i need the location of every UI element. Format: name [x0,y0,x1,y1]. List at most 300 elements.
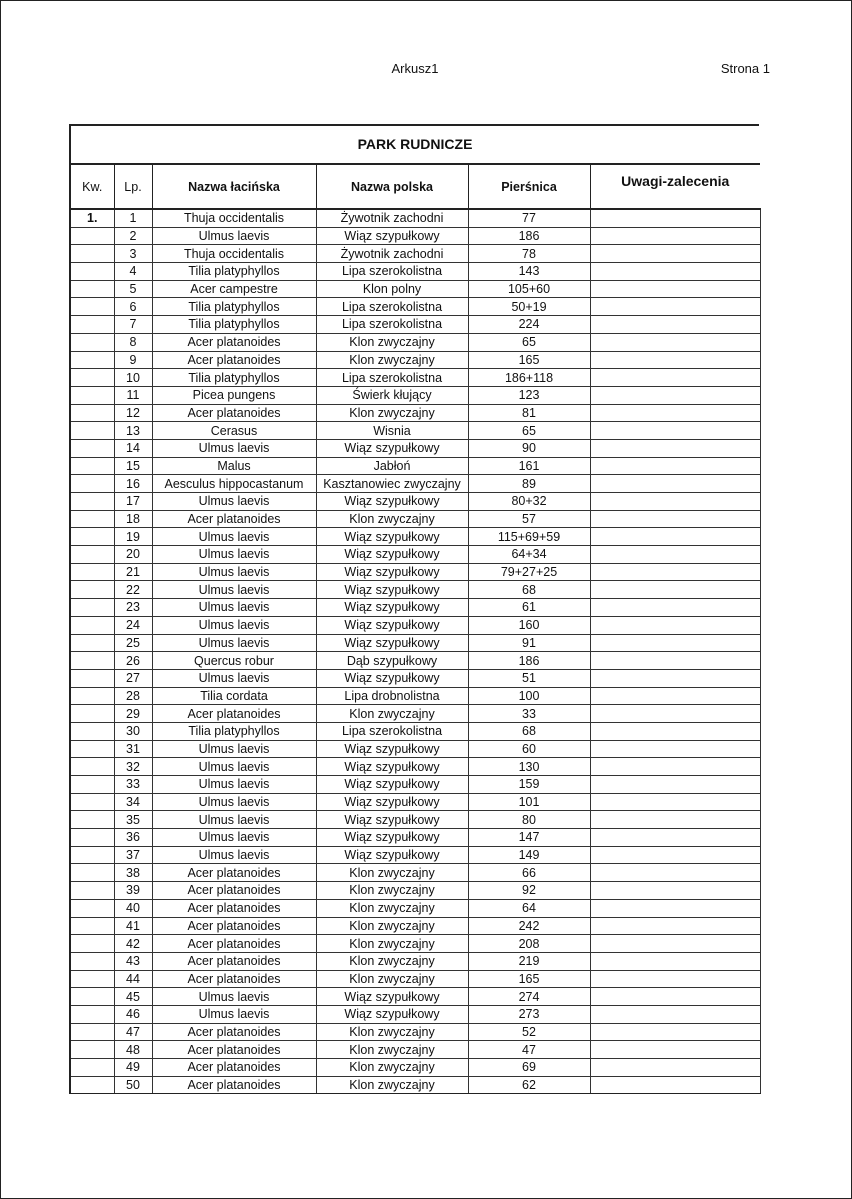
cell-kw [70,493,114,511]
table-row [70,263,760,281]
cell-kw [70,811,114,829]
table-row [70,563,760,581]
cell-latin-name: Tilia platyphyllos [152,722,316,740]
cell-latin-name: Ulmus laevis [152,1005,316,1023]
cell-latin-name: Acer platanoides [152,952,316,970]
cell-latin-name: Ulmus laevis [152,829,316,847]
cell-kw [70,528,114,546]
cell-remarks [590,209,760,227]
cell-diameter: 273 [468,1005,590,1023]
cell-latin-name: Acer platanoides [152,917,316,935]
table-row [70,970,760,988]
cell-latin-name: Thuja occidentalis [152,209,316,227]
table-row [70,546,760,564]
cell-lp: 3 [114,245,152,263]
cell-lp: 30 [114,722,152,740]
table-title: PARK RUDNICZE [69,124,759,163]
cell-lp: 12 [114,404,152,422]
cell-kw [70,652,114,670]
cell-diameter: 68 [468,722,590,740]
table-row [70,245,760,263]
cell-polish-name: Wiąz szypułkowy [316,829,468,847]
table-row [70,758,760,776]
table-row [70,457,760,475]
cell-remarks [590,227,760,245]
cell-lp: 13 [114,422,152,440]
cell-latin-name: Acer platanoides [152,882,316,900]
cell-polish-name: Żywotnik zachodni [316,245,468,263]
cell-remarks [590,369,760,387]
cell-kw [70,351,114,369]
cell-kw [70,740,114,758]
cell-diameter: 147 [468,829,590,847]
column-header-polish-name: Nazwa polska [316,164,468,209]
cell-remarks [590,988,760,1006]
table-row [70,351,760,369]
cell-kw [70,776,114,794]
cell-diameter: 80+32 [468,493,590,511]
cell-polish-name: Klon zwyczajny [316,333,468,351]
cell-polish-name: Wiąz szypułkowy [316,988,468,1006]
cell-latin-name: Tilia platyphyllos [152,316,316,334]
cell-kw [70,581,114,599]
cell-polish-name: Wiąz szypułkowy [316,669,468,687]
cell-remarks [590,386,760,404]
cell-lp: 47 [114,1023,152,1041]
cell-kw [70,439,114,457]
cell-latin-name: Ulmus laevis [152,740,316,758]
cell-remarks [590,705,760,723]
sheet-name: Arkusz1 [391,61,439,76]
cell-remarks [590,829,760,847]
cell-polish-name: Klon zwyczajny [316,404,468,422]
cell-lp: 37 [114,846,152,864]
table-row [70,1005,760,1023]
cell-polish-name: Lipa szerokolistna [316,298,468,316]
cell-remarks [590,899,760,917]
table-row [70,864,760,882]
cell-latin-name: Acer platanoides [152,1023,316,1041]
cell-diameter: 89 [468,475,590,493]
cell-polish-name: Kasztanowiec zwyczajny [316,475,468,493]
cell-lp: 42 [114,935,152,953]
cell-latin-name: Ulmus laevis [152,758,316,776]
cell-kw [70,245,114,263]
cell-lp: 2 [114,227,152,245]
table-row [70,882,760,900]
cell-latin-name: Ulmus laevis [152,616,316,634]
cell-remarks [590,263,760,281]
cell-lp: 4 [114,263,152,281]
cell-remarks [590,546,760,564]
cell-remarks [590,316,760,334]
table-row [70,705,760,723]
cell-lp: 34 [114,793,152,811]
cell-diameter: 77 [468,209,590,227]
cell-lp: 40 [114,899,152,917]
cell-lp: 49 [114,1059,152,1077]
cell-lp: 16 [114,475,152,493]
cell-remarks [590,935,760,953]
cell-diameter: 219 [468,952,590,970]
cell-polish-name: Lipa szerokolistna [316,316,468,334]
cell-latin-name: Ulmus laevis [152,599,316,617]
cell-diameter: 115+69+59 [468,528,590,546]
tree-table [69,163,761,1094]
cell-latin-name: Tilia platyphyllos [152,298,316,316]
cell-kw [70,970,114,988]
cell-polish-name: Klon zwyczajny [316,882,468,900]
cell-kw [70,369,114,387]
cell-kw [70,1005,114,1023]
cell-latin-name: Acer platanoides [152,935,316,953]
cell-polish-name: Lipa szerokolistna [316,263,468,281]
cell-diameter: 61 [468,599,590,617]
cell-lp: 44 [114,970,152,988]
cell-lp: 1 [114,209,152,227]
cell-latin-name: Thuja occidentalis [152,245,316,263]
cell-latin-name: Cerasus [152,422,316,440]
cell-latin-name: Ulmus laevis [152,846,316,864]
cell-latin-name: Ulmus laevis [152,988,316,1006]
table-row [70,846,760,864]
table-row [70,899,760,917]
cell-remarks [590,563,760,581]
cell-diameter: 92 [468,882,590,900]
table-row [70,581,760,599]
cell-latin-name: Ulmus laevis [152,227,316,245]
cell-kw [70,899,114,917]
cell-remarks [590,599,760,617]
cell-remarks [590,846,760,864]
cell-lp: 29 [114,705,152,723]
cell-latin-name: Ulmus laevis [152,546,316,564]
cell-remarks [590,758,760,776]
cell-diameter: 80 [468,811,590,829]
cell-remarks [590,439,760,457]
cell-diameter: 78 [468,245,590,263]
cell-kw [70,599,114,617]
cell-remarks [590,722,760,740]
table-row [70,209,760,227]
cell-lp: 50 [114,1076,152,1094]
cell-diameter: 33 [468,705,590,723]
cell-diameter: 159 [468,776,590,794]
cell-polish-name: Żywotnik zachodni [316,209,468,227]
cell-polish-name: Wiąz szypułkowy [316,439,468,457]
cell-diameter: 66 [468,864,590,882]
cell-lp: 22 [114,581,152,599]
tree-inventory-sheet [69,124,759,1094]
cell-lp: 27 [114,669,152,687]
cell-polish-name: Wiąz szypułkowy [316,811,468,829]
cell-latin-name: Acer platanoides [152,899,316,917]
cell-lp: 32 [114,758,152,776]
cell-latin-name: Ulmus laevis [152,811,316,829]
cell-polish-name: Wiąz szypułkowy [316,846,468,864]
cell-latin-name: Acer platanoides [152,404,316,422]
cell-remarks [590,811,760,829]
cell-kw [70,1076,114,1094]
cell-remarks [590,1076,760,1094]
cell-remarks [590,404,760,422]
cell-latin-name: Tilia cordata [152,687,316,705]
cell-latin-name: Ulmus laevis [152,634,316,652]
cell-diameter: 123 [468,386,590,404]
table-row [70,1023,760,1041]
table-row [70,510,760,528]
cell-kw [70,475,114,493]
table-row [70,369,760,387]
cell-latin-name: Acer platanoides [152,1041,316,1059]
cell-polish-name: Jabłoń [316,457,468,475]
cell-latin-name: Acer platanoides [152,333,316,351]
cell-lp: 38 [114,864,152,882]
cell-kw [70,864,114,882]
cell-kw [70,404,114,422]
cell-lp: 35 [114,811,152,829]
cell-kw [70,917,114,935]
cell-remarks [590,245,760,263]
cell-kw [70,758,114,776]
cell-polish-name: Wiąz szypułkowy [316,599,468,617]
cell-polish-name: Lipa drobnolistna [316,687,468,705]
cell-remarks [590,687,760,705]
cell-kw [70,935,114,953]
cell-remarks [590,333,760,351]
cell-remarks [590,457,760,475]
table-row [70,333,760,351]
cell-diameter: 186 [468,227,590,245]
cell-polish-name: Wiąz szypułkowy [316,776,468,794]
cell-latin-name: Acer platanoides [152,705,316,723]
cell-lp: 45 [114,988,152,1006]
cell-lp: 36 [114,829,152,847]
cell-remarks [590,510,760,528]
cell-remarks [590,1023,760,1041]
cell-kw [70,616,114,634]
cell-diameter: 130 [468,758,590,776]
cell-diameter: 79+27+25 [468,563,590,581]
cell-lp: 7 [114,316,152,334]
cell-diameter: 50+19 [468,298,590,316]
column-header-latin-name: Nazwa łacińska [152,164,316,209]
table-row [70,652,760,670]
cell-latin-name: Ulmus laevis [152,439,316,457]
cell-polish-name: Klon zwyczajny [316,1076,468,1094]
cell-kw [70,563,114,581]
table-row [70,634,760,652]
cell-lp: 8 [114,333,152,351]
table-row [70,829,760,847]
table-row [70,528,760,546]
cell-remarks [590,616,760,634]
cell-latin-name: Ulmus laevis [152,493,316,511]
cell-latin-name: Ulmus laevis [152,776,316,794]
table-row [70,952,760,970]
cell-lp: 48 [114,1041,152,1059]
cell-kw [70,227,114,245]
table-row [70,386,760,404]
cell-diameter: 62 [468,1076,590,1094]
table-row [70,280,760,298]
cell-polish-name: Klon zwyczajny [316,351,468,369]
cell-lp: 25 [114,634,152,652]
cell-polish-name: Klon zwyczajny [316,935,468,953]
page-number: Strona 1 [720,61,770,76]
cell-polish-name: Wiąz szypułkowy [316,227,468,245]
cell-polish-name: Wiąz szypułkowy [316,546,468,564]
table-row [70,316,760,334]
cell-kw [70,263,114,281]
cell-diameter: 64+34 [468,546,590,564]
cell-lp: 21 [114,563,152,581]
cell-diameter: 165 [468,970,590,988]
cell-polish-name: Klon zwyczajny [316,970,468,988]
cell-diameter: 208 [468,935,590,953]
cell-diameter: 57 [468,510,590,528]
cell-kw [70,988,114,1006]
cell-diameter: 91 [468,634,590,652]
cell-polish-name: Wiąz szypułkowy [316,634,468,652]
table-row [70,687,760,705]
table-row [70,475,760,493]
cell-polish-name: Świerk kłujący [316,386,468,404]
cell-diameter: 68 [468,581,590,599]
table-row [70,669,760,687]
cell-diameter: 160 [468,616,590,634]
cell-remarks [590,740,760,758]
cell-diameter: 101 [468,793,590,811]
cell-latin-name: Ulmus laevis [152,793,316,811]
cell-polish-name: Klon zwyczajny [316,510,468,528]
table-header-row [70,164,760,209]
table-row [70,793,760,811]
cell-latin-name: Ulmus laevis [152,528,316,546]
cell-diameter: 186 [468,652,590,670]
table-row [70,935,760,953]
table-row [70,1059,760,1077]
cell-remarks [590,422,760,440]
table-row [70,776,760,794]
cell-lp: 28 [114,687,152,705]
table-row [70,988,760,1006]
cell-kw [70,634,114,652]
cell-remarks [590,917,760,935]
cell-remarks [590,882,760,900]
cell-kw [70,316,114,334]
cell-lp: 15 [114,457,152,475]
cell-polish-name: Wiąz szypułkowy [316,740,468,758]
cell-remarks [590,280,760,298]
cell-remarks [590,669,760,687]
cell-kw [70,705,114,723]
cell-kw [70,510,114,528]
cell-remarks [590,475,760,493]
cell-polish-name: Klon polny [316,280,468,298]
table-row [70,422,760,440]
cell-diameter: 64 [468,899,590,917]
column-header-diameter: Pierśnica [468,164,590,209]
cell-kw [70,829,114,847]
cell-lp: 20 [114,546,152,564]
cell-diameter: 65 [468,333,590,351]
cell-kw [70,333,114,351]
cell-diameter: 100 [468,687,590,705]
cell-remarks [590,952,760,970]
cell-latin-name: Acer campestre [152,280,316,298]
cell-latin-name: Quercus robur [152,652,316,670]
cell-remarks [590,793,760,811]
cell-latin-name: Acer platanoides [152,970,316,988]
cell-diameter: 224 [468,316,590,334]
cell-polish-name: Klon zwyczajny [316,899,468,917]
table-body [70,209,760,1094]
cell-lp: 6 [114,298,152,316]
cell-diameter: 161 [468,457,590,475]
cell-latin-name: Acer platanoides [152,510,316,528]
cell-kw [70,1059,114,1077]
cell-kw [70,298,114,316]
cell-latin-name: Tilia platyphyllos [152,263,316,281]
cell-lp: 19 [114,528,152,546]
cell-polish-name: Wiąz szypułkowy [316,528,468,546]
cell-diameter: 52 [468,1023,590,1041]
cell-latin-name: Malus [152,457,316,475]
cell-kw [70,952,114,970]
cell-kw [70,386,114,404]
cell-polish-name: Wisnia [316,422,468,440]
cell-diameter: 65 [468,422,590,440]
cell-kw [70,546,114,564]
cell-latin-name: Acer platanoides [152,1076,316,1094]
cell-lp: 5 [114,280,152,298]
table-row [70,227,760,245]
cell-latin-name: Aesculus hippocastanum [152,475,316,493]
table-row [70,404,760,422]
cell-lp: 31 [114,740,152,758]
cell-diameter: 69 [468,1059,590,1077]
cell-remarks [590,1005,760,1023]
cell-kw [70,1041,114,1059]
cell-kw [70,669,114,687]
cell-lp: 9 [114,351,152,369]
cell-diameter: 149 [468,846,590,864]
cell-latin-name: Acer platanoides [152,1059,316,1077]
cell-polish-name: Lipa szerokolistna [316,369,468,387]
cell-diameter: 143 [468,263,590,281]
cell-polish-name: Klon zwyczajny [316,864,468,882]
table-row [70,1076,760,1094]
cell-remarks [590,634,760,652]
cell-latin-name: Acer platanoides [152,864,316,882]
cell-lp: 41 [114,917,152,935]
cell-polish-name: Wiąz szypułkowy [316,563,468,581]
cell-polish-name: Wiąz szypułkowy [316,493,468,511]
cell-remarks [590,776,760,794]
column-header-kw: Kw. [70,164,114,209]
cell-polish-name: Wiąz szypułkowy [316,616,468,634]
cell-polish-name: Wiąz szypułkowy [316,581,468,599]
cell-polish-name: Klon zwyczajny [316,917,468,935]
cell-diameter: 47 [468,1041,590,1059]
cell-lp: 23 [114,599,152,617]
table-row [70,439,760,457]
cell-kw [70,687,114,705]
column-header-remarks: Uwagi-zalecenia [590,164,760,209]
cell-kw [70,457,114,475]
table-row [70,740,760,758]
